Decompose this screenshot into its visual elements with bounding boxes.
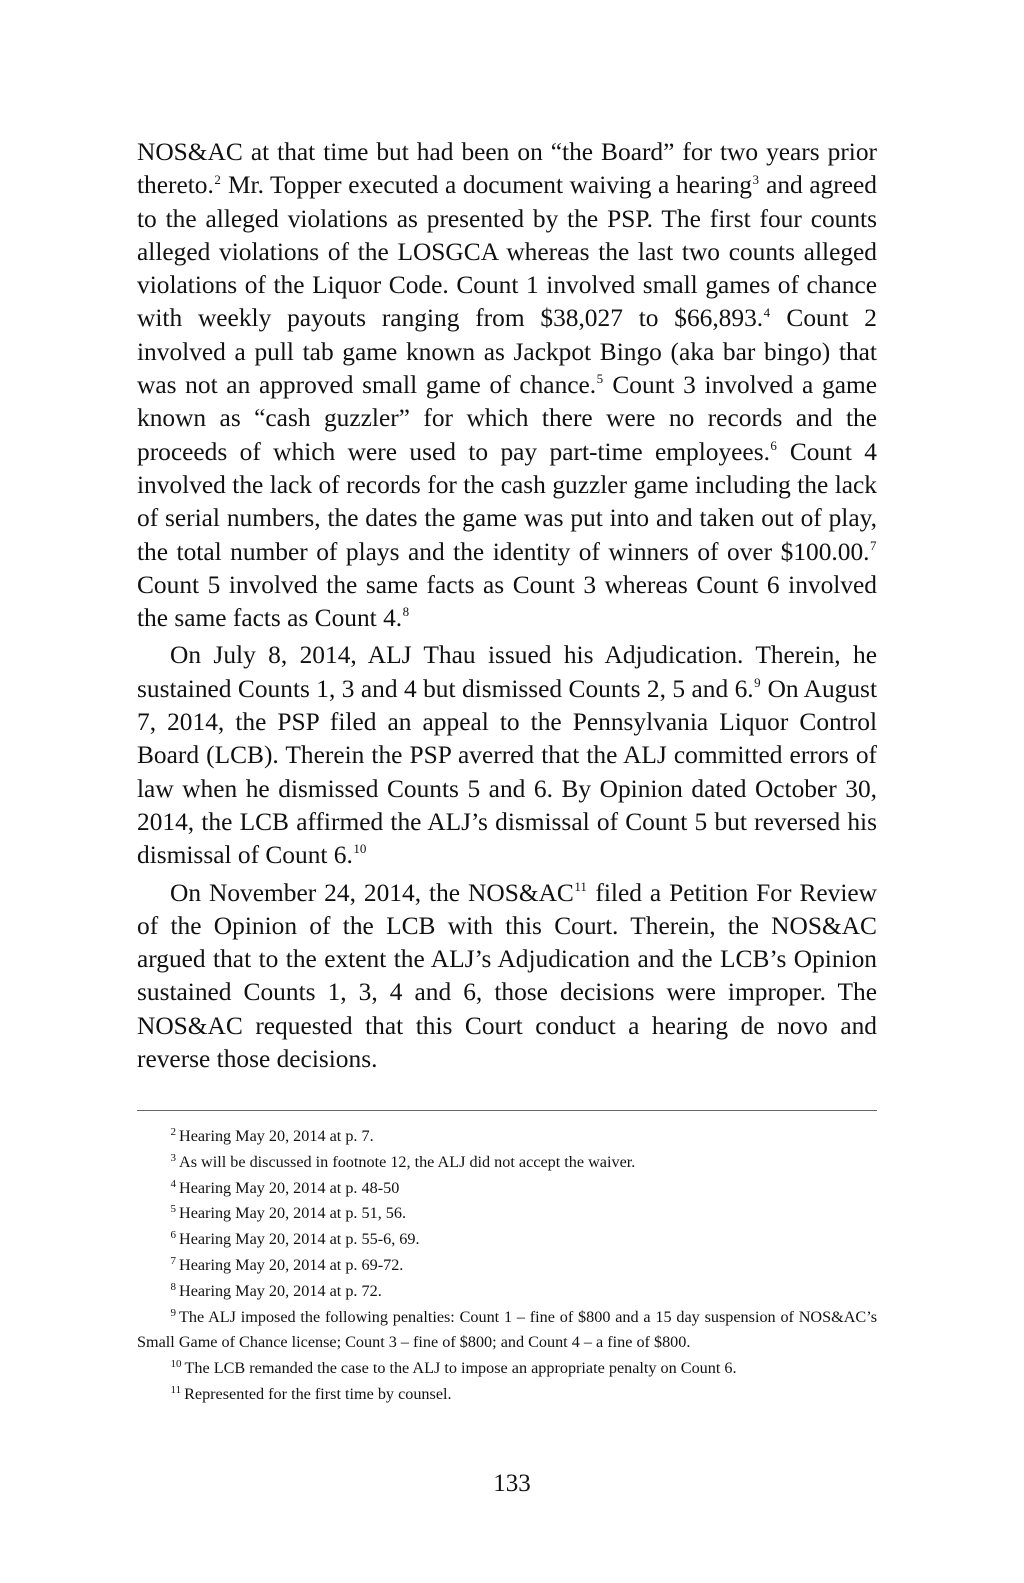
text-run: On August 7, 2014, the PSP filed an appeal to the Pennsylvania Liquor Control Board (LCB). Therein the PSP averred that the ALJ committed errors of law when he dismissed Counts 5 and 6. By Opinion dated October 30, 2014, the LCB affirmed the ALJ’s dismissal of Count 5 but reversed his dismissal of Count 6. xyxy=(137,674,877,870)
footnote-5 xyxy=(137,1201,877,1227)
footnote-text: Hearing May 20, 2014 at p. 55-6, 69. xyxy=(179,1230,420,1249)
footnote-ref-7: 7 xyxy=(870,537,877,553)
text-run: filed a Petition For Review of the Opinion of the LCB with this Court. Therein, the NOS&AC argued that to the extent the ALJ’s Adjudication and the LCB’s Opinion sustained Counts 1, 3, 4 and 6, those decisions were improper. The NOS&AC requested that this Court conduct a hearing de novo and reverse those decisions. xyxy=(137,878,878,1074)
footnote-ref-4: 4 xyxy=(763,304,771,320)
footnote-separator-rule xyxy=(137,1110,877,1111)
footnote-ref-6: 6 xyxy=(770,437,777,453)
footnote-text: As will be discussed in footnote 12, the ALJ did not accept the waiver. xyxy=(179,1152,636,1171)
footnote-4 xyxy=(137,1176,877,1202)
footnote-8 xyxy=(137,1279,877,1305)
footnote-text: Represented for the first time by counsel. xyxy=(184,1384,452,1403)
footnote-number: 9 xyxy=(170,1306,176,1319)
text-run: Count 5 involved the same facts as Count 3 whereas Count 6 involved the same facts as Count 4. xyxy=(137,570,877,633)
footnotes xyxy=(137,1124,877,1408)
footnote-3 xyxy=(137,1150,877,1176)
text-run: Count 2 involved a pull tab game known as Jackpot Bingo (aka bar bingo) that was not an approved small game of chance. xyxy=(137,304,878,400)
footnote-ref-8: 8 xyxy=(402,604,410,620)
footnote-ref-5: 5 xyxy=(596,371,604,387)
footnote-ref-9: 9 xyxy=(754,675,761,690)
footnote-text: Hearing May 20, 2014 at p. 7. xyxy=(179,1127,374,1145)
footnote-number: 6 xyxy=(170,1229,176,1242)
footnote-10 xyxy=(137,1356,877,1382)
footnote-number: 10 xyxy=(170,1358,182,1371)
body-text xyxy=(137,136,877,1076)
text-run: NOS&AC at that time but had been on “the Board” for two years prior thereto. xyxy=(137,138,877,200)
text-run: On July 8, 2014, ALJ Thau issued his Adjudication. Therein, he sustained Counts 1, 3 and 4 but dismissed Counts 2, 5 and 6. xyxy=(137,641,877,703)
paragraph-1 xyxy=(137,136,877,635)
footnote-text: Hearing May 20, 2014 at p. 69-72. xyxy=(179,1255,404,1274)
footnote-9 xyxy=(137,1305,877,1357)
text-run: Mr. Topper executed a document waiving a hearing xyxy=(221,171,752,200)
footnote-ref-11: 11 xyxy=(574,878,587,894)
footnote-number: 4 xyxy=(170,1177,176,1190)
page-number: 133 xyxy=(493,1470,531,1497)
footnote-2 xyxy=(137,1124,877,1150)
footnote-number: 5 xyxy=(170,1203,176,1216)
footnote-number: 7 xyxy=(170,1254,176,1267)
text-run: and agreed to the alleged violations as presented by the PSP. The first four counts alleged violations of the LOSGCA whereas the last two counts alleged violations of the Liquor Code. Count 1 involved small games of chance with weekly payouts ranging from $38,027 to $66,893. xyxy=(137,171,877,333)
paragraph-3 xyxy=(137,877,877,1077)
footnote-text: The ALJ imposed the following penalties: Count 1 – fine of $800 and a 15 day suspension of NOS&AC’s Small Game of Chance license; Count 3 – fine of $800; and Count 4 – a fine of $800. xyxy=(137,1307,877,1352)
text-run: Count 3 involved a game known as “cash guzzler” for which there were no records and the proceeds of which were used to pay part-time employees. xyxy=(137,371,878,466)
footnote-number: 11 xyxy=(170,1383,182,1396)
footnote-ref-3: 3 xyxy=(752,171,759,187)
footnote-text: Hearing May 20, 2014 at p. 51, 56. xyxy=(179,1204,407,1223)
footnote-number: 8 xyxy=(170,1280,176,1293)
footnote-7 xyxy=(137,1253,877,1279)
footnote-number: 2 xyxy=(170,1125,176,1138)
footnote-6 xyxy=(137,1227,877,1253)
paragraph-2 xyxy=(137,639,877,872)
footnote-ref-2: 2 xyxy=(214,171,221,187)
footnote-text: Hearing May 20, 2014 at p. 48-50 xyxy=(179,1178,400,1197)
text-run: On November 24, 2014, the NOS&AC xyxy=(170,878,574,907)
footnote-number: 3 xyxy=(170,1151,176,1164)
text-run: Count 4 involved the lack of records for the cash guzzler game including the lack of serial numbers, the dates the game was put into and taken out of play, the total number of plays and the identity of winners of over $100.00. xyxy=(137,437,877,566)
footnote-text: The LCB remanded the case to the ALJ to impose an appropriate penalty on Count 6. xyxy=(184,1359,737,1378)
footnote-ref-10: 10 xyxy=(353,841,367,857)
footnote-text: Hearing May 20, 2014 at p. 72. xyxy=(179,1281,382,1300)
footnote-11 xyxy=(137,1382,877,1408)
